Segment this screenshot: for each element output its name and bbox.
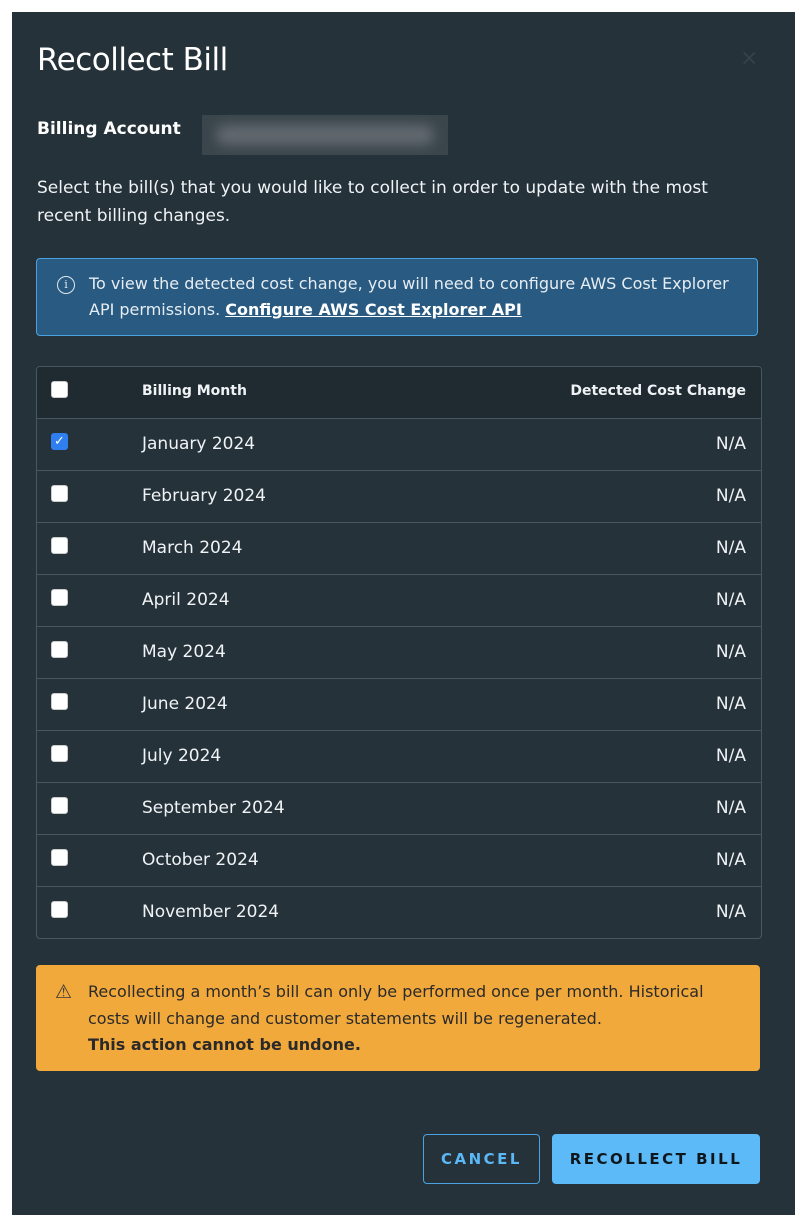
detected-cost-change: N/A [715,746,746,766]
description: Select the bill(s) that you would like to collect in order to update with the most recent billing changes. [37,178,708,226]
detected-cost-change: N/A [715,434,746,454]
billing-month: January 2024 [142,434,256,454]
row-checkbox[interactable] [51,797,68,814]
warning-banner [36,965,760,1071]
row-checkbox[interactable] [51,641,68,658]
detected-cost-change: N/A [715,486,746,506]
billing-month: September 2024 [142,798,285,818]
row-checkbox[interactable]: ✓ [51,433,68,450]
select-all-checkbox[interactable] [51,381,68,398]
info-text [89,271,739,323]
recollect-bill-button[interactable]: RECOLLECT BILL [552,1134,760,1184]
detected-cost-change: N/A [715,642,746,662]
billing-month: July 2024 [142,746,222,766]
billing-month: October 2024 [142,850,259,870]
warning-text [88,979,748,1059]
table-row[interactable] [37,626,761,678]
table-row[interactable] [37,418,761,470]
cancel-button[interactable]: CANCEL [423,1134,540,1184]
row-checkbox[interactable] [51,589,68,606]
billing-month: June 2024 [142,694,228,714]
warning-icon: ⚠ [55,981,73,1003]
detected-cost-change: N/A [715,694,746,714]
configure-cost-explorer-link[interactable]: Configure AWS Cost Explorer API [225,300,522,319]
table-row[interactable] [37,574,761,626]
header-billing-month: Billing Month [142,383,247,399]
row-checkbox[interactable] [51,485,68,502]
row-checkbox[interactable] [51,693,68,710]
warning-emphasis: This action cannot be undone. [88,1035,361,1054]
billing-month: April 2024 [142,590,230,610]
table-header [37,367,761,418]
close-icon[interactable]: × [740,46,759,71]
table-row[interactable] [37,886,761,938]
billing-months-table [36,366,762,939]
billing-account-value-redacted [202,115,448,155]
table-row[interactable] [37,730,761,782]
detected-cost-change: N/A [715,850,746,870]
detected-cost-change: N/A [715,902,746,922]
info-message: To view the detected cost change, you will need to configure AWS Cost Explorer API permissions. [89,274,729,319]
table-row[interactable] [37,470,761,522]
row-checkbox[interactable] [51,745,68,762]
table-row[interactable] [37,834,761,886]
billing-account-label: Billing Account [37,119,181,139]
detected-cost-change: N/A [715,538,746,558]
dialog-title: Recollect Bill [37,42,228,78]
row-checkbox[interactable] [51,901,68,918]
billing-month: February 2024 [142,486,266,506]
detected-cost-change: N/A [715,798,746,818]
recollect-bill-dialog [12,12,795,1215]
row-checkbox[interactable] [51,537,68,554]
row-checkbox[interactable] [51,849,68,866]
table-row[interactable] [37,782,761,834]
billing-month: March 2024 [142,538,243,558]
header-detected-cost-change: Detected Cost Change [570,383,746,399]
detected-cost-change: N/A [715,590,746,610]
billing-month: November 2024 [142,902,280,922]
warning-message: Recollecting a month’s bill can only be performed once per month. Historical costs will change and customer statements will be regenerated. [88,982,704,1028]
table-row[interactable] [37,522,761,574]
info-icon: i [57,276,75,294]
billing-month: May 2024 [142,642,226,662]
table-row[interactable] [37,678,761,730]
info-banner [36,258,758,336]
